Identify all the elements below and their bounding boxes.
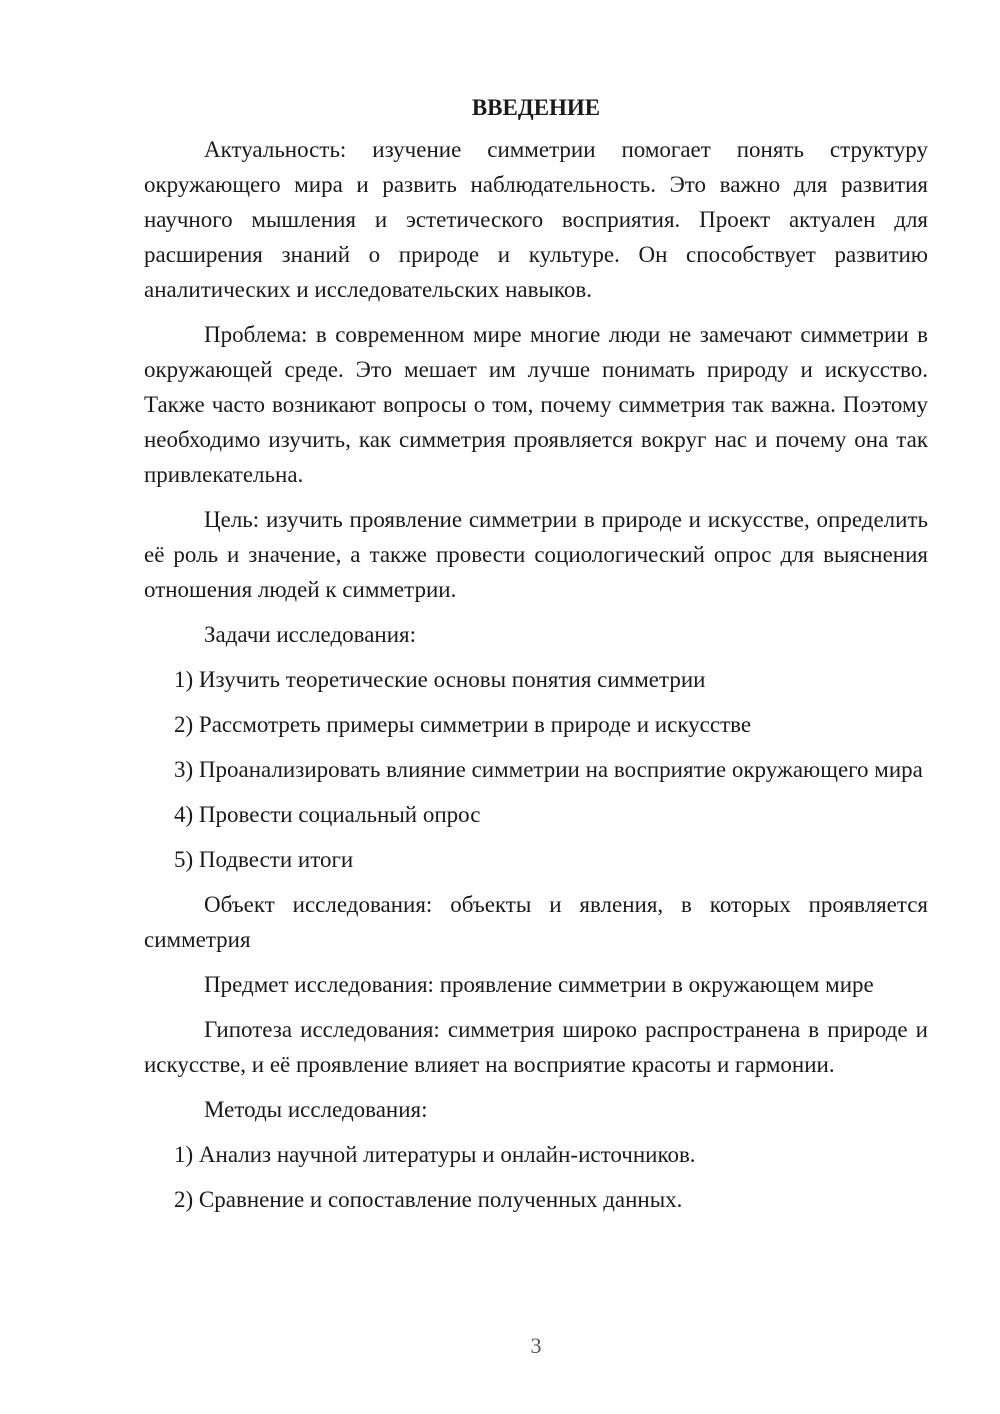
tasks-label: Задачи исследования: (204, 622, 417, 647)
page-content (144, 90, 928, 1227)
task-item: 2) Рассмотреть примеры симметрии в природе и искусстве (174, 712, 752, 737)
hypothesis-paragraph: Гипотеза исследования: симметрия широко распространена в природе и искусстве, и её проявление влияет на восприятие красоты и гармонии. (144, 1017, 928, 1077)
subject-paragraph: Предмет исследования: проявление симметрии в окружающем мире (204, 972, 874, 997)
method-item: 1) Анализ научной литературы и онлайн-источников. (174, 1142, 696, 1167)
object-paragraph: Объект исследования: объекты и явления, в которых проявляется симметрия (144, 892, 928, 952)
page-title: ВВЕДЕНИЕ (471, 95, 601, 120)
task-item: 1) Изучить теоретические основы понятия симметрии (174, 667, 706, 692)
task-item: 3) Проанализировать влияние симметрии на восприятие окружающего мира (174, 757, 923, 782)
goal-paragraph: Цель: изучить проявление симметрии в природе и искусстве, определить её роль и значение, а также провести социологический опрос для выяснения отношения людей к симметрии. (144, 507, 928, 602)
problem-paragraph: Проблема: в современном мире многие люди не замечают симметрии в окружающей среде. Это мешает им лучше понимать природу и искусство. Также часто возникают вопросы о том, почему симметрия так важна. Поэтому необходимо изучить, как симметрия проявляется вокруг нас и почему она так привлекательна. (144, 322, 928, 487)
relevance-paragraph: Актуальность: изучение симметрии помогает понять структуру окружающего мира и развить наблюдательность. Это важно для развития научного мышления и эстетического восприятия. Проект актуален для расширения знаний о природе и культуре. Он способствует развитию аналитических и исследовательских навыков. (144, 137, 928, 302)
method-item: 2) Сравнение и сопоставление полученных данных. (174, 1187, 683, 1212)
task-item: 4) Провести социальный опрос (174, 802, 481, 827)
task-item: 5) Подвести итоги (174, 847, 354, 872)
page-number: 3 (530, 1333, 542, 1358)
methods-label: Методы исследования: (204, 1097, 428, 1122)
